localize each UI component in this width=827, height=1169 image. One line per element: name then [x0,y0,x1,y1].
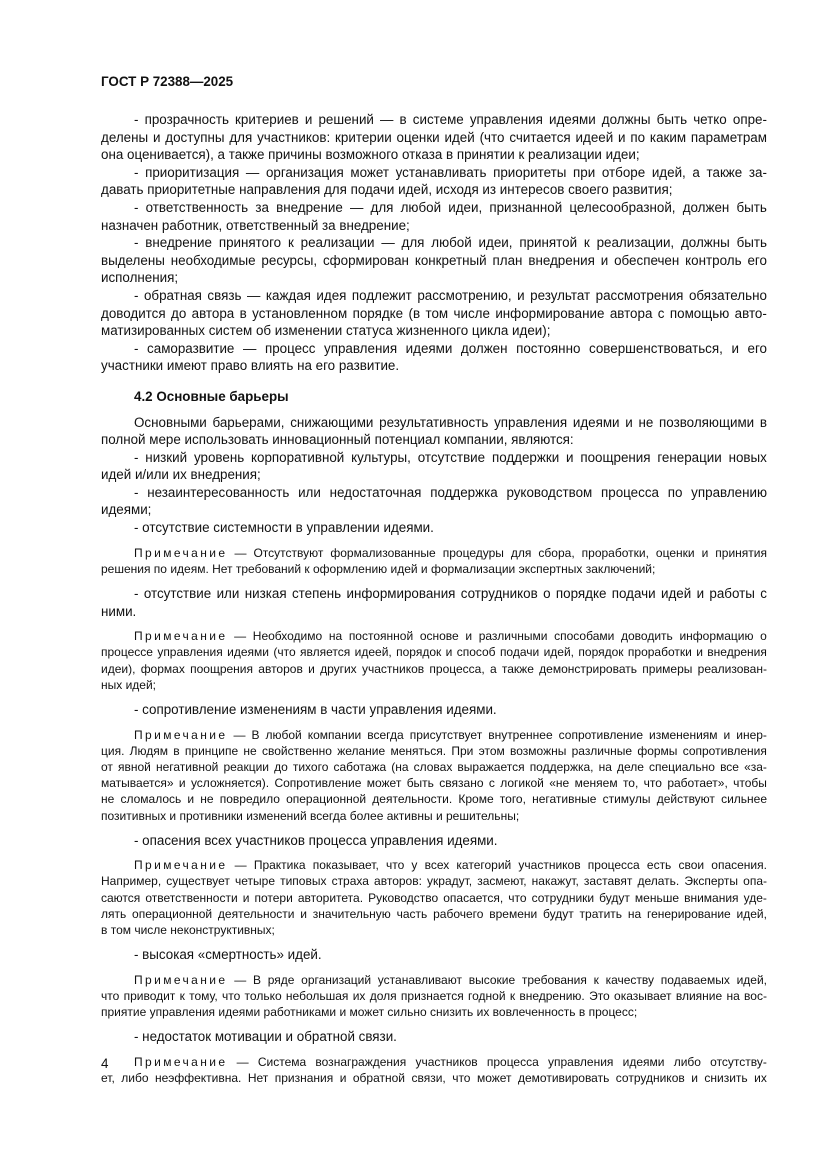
paragraph [101,946,767,964]
text-line: - приоритизация — организация может устанавливать приоритеты при отборе идей, а также за- [134,164,767,180]
text-line: - внедрение принятого к реализации — для любой идеи, принятой к реализации, должны быть [134,235,767,251]
paragraph [101,340,767,375]
paragraph [101,701,767,719]
text-line: - сопротивление изменениям в части управления идеями. [134,701,497,717]
note-label: Примечание [134,727,228,742]
note-label: Примечание [134,858,228,873]
text-line: давать приоритетные направления для подачи идей, исходя из интересов своего развития; [101,182,673,198]
text-line: Основными барьерами, снижающими результативность управления идеями и не позволяющими в [134,414,767,430]
note [101,1054,767,1086]
text-line: - высокая «смертность» идей. [134,947,322,963]
text-line: - прозрачность критериев и решений — в системе управления идеями должны быть четко опре- [134,112,767,127]
text-line: - недостаток мотивации и обратной связи. [134,1029,397,1045]
text-line: - отсутствие или низкая степень информирования сотрудников о порядке подачи идей и работы с [134,586,767,602]
document-header: ГОСТ Р 72388—2025 [101,74,234,89]
paragraph [101,164,767,199]
note-label: Примечание [134,545,228,560]
note [101,545,767,577]
note [101,628,767,693]
text-line: Например, существует четыре типовых страха авторов: украдут, засмеют, накажут, заставят делать. Эксперты опа- [101,874,767,889]
text-line: - незаинтересованность или недостаточная поддержка руководством процесса по управлению [134,484,767,500]
note-label: Примечание [134,972,228,987]
text-line: назначен работник, ответственный за внедрение; [101,217,410,233]
text-line: идей и/или их внедрения; [101,467,261,483]
text-line: решения по идеям. Нет требований к оформлению идей и формализации экспертных заключений; [101,561,656,576]
text-line: - низкий уровень корпоративной культуры, отсутствие поддержки и поощрения генерации новых [134,449,767,465]
text-line: ними. [101,603,137,619]
note-first-line: Примечание — Необходимо на постоянной основе и различными способами доводить информацию о [134,629,767,644]
text-line: позитивных и противники изменений всегда более активны и решительны; [101,808,520,823]
text-line: - опасения всех участников процесса управления идеями. [134,832,498,848]
note-first-line: Примечание — В любой компании всегда присутствует внутреннее сопротивление изменениям и инер- [134,727,767,742]
text-line: - ответственность за внедрение — для любой идеи, признанной целесообразной, должен быть [134,199,767,215]
note-label: Примечание [134,1054,228,1069]
paragraph [101,414,767,449]
text-line: выделены необходимые ресурсы, сформирован конкретный план внедрения и обеспечен контроль его [101,252,767,268]
text-line: участники имеют право влиять на его развитие. [101,358,400,374]
paragraph [101,449,767,484]
paragraph [101,832,767,850]
paragraph [101,111,767,164]
text-line: не сломалось и не повредило операционной деятельности. Кроме того, негативные стимулы действуют сильнее [101,792,767,807]
text-line: матизированных систем об изменении статуса жизненного цикла идеи); [101,323,551,339]
note-first-line: Примечание — В ряде организаций устанавливают высокие требования к качеству подаваемых идей, [134,972,767,987]
note-first-line: Примечание — Система вознаграждения участников процесса управления идеями либо отсутству- [134,1054,767,1069]
note-first-line: Примечание — Практика показывает, что у всех категорий участников процесса есть свои опасения. [134,858,767,873]
paragraph [101,484,767,519]
note [101,857,767,938]
text-line: идеи), формах поощрения авторов и других участников процесса, а также демонстрировать примеры реализован- [101,661,767,676]
text-line: ет, либо неэффективна. Нет признания и обратной связи, что может демотивировать сотрудников и снизить их [101,1071,767,1086]
text-line: приятие управления идеями работниками и может сильно снизить их вовлеченность в процесс; [101,1005,638,1020]
note-first-line: Примечание — Отсутствуют формализованные процедуры для сбора, проработки, оценки и принятия [134,545,767,560]
text-line: что приводит к тому, что только небольшая их доля признается годной к внедрению. Это оказывает влияние на вос- [101,989,767,1003]
text-line: от явной негативной реакции до тихого саботажа (на словах выражается поддержка, на деле специально все «за- [101,759,767,774]
text-line: ция. Людям в принципе не свойственно желание меняться. При этом возможны различные формы сопротивления [101,743,767,758]
document-body [101,111,767,1086]
note [101,727,767,824]
paragraph [101,287,767,340]
text-line: исполнения; [101,270,179,286]
note-label: Примечание [134,629,228,644]
text-line: в том числе неконструктивных; [101,923,275,938]
paragraph [101,1028,767,1046]
section-heading [101,388,767,406]
note [101,972,767,1021]
paragraph [101,199,767,234]
text-line: доводится до автора в установленном порядке (в том числе информирование автора с помощью авто- [101,305,767,321]
text-line: саются ответственности и потери авторитета. Руководство опасается, что сотрудники будут меньше внимания уде- [101,890,767,905]
text-line: матывается» и усложняется). Сопротивление может быть связано с логикой «не меняем то, что работает», чтобы [101,776,767,791]
paragraph [101,234,767,287]
text-line: - саморазвитие — процесс управления идеями должен постоянно совершенствоваться, и его [134,340,767,356]
text-line: процессе управления идеями (что является идеей, порядок и способ подачи идей, порядок проработки и внедрения [101,645,767,660]
section-heading-text: 4.2 Основные барьеры [134,388,289,404]
paragraph [101,585,767,620]
text-line: она оценивается), а также причины возможного отказа в принятии к реализации идеи; [101,147,640,163]
text-line: - отсутствие системности в управлении идеями. [134,520,434,536]
text-line: идеями; [101,502,152,518]
text-line: делены и доступны для участников: критерии оценки идей (что считается идеей и по каким параметрам [101,129,767,145]
text-line: полной мере использовать инновационный потенциал компании, являются: [101,432,574,448]
text-line: ных идей; [101,677,157,692]
text-line: - обратная связь — каждая идея подлежит рассмотрению, и результат рассмотрения обязательно [134,287,767,303]
page-number: 4 [101,1056,109,1071]
text-line: лять операционной деятельности и значительную часть рабочего времени будут тратить на генерирование идей, [101,906,767,921]
paragraph [101,519,767,537]
